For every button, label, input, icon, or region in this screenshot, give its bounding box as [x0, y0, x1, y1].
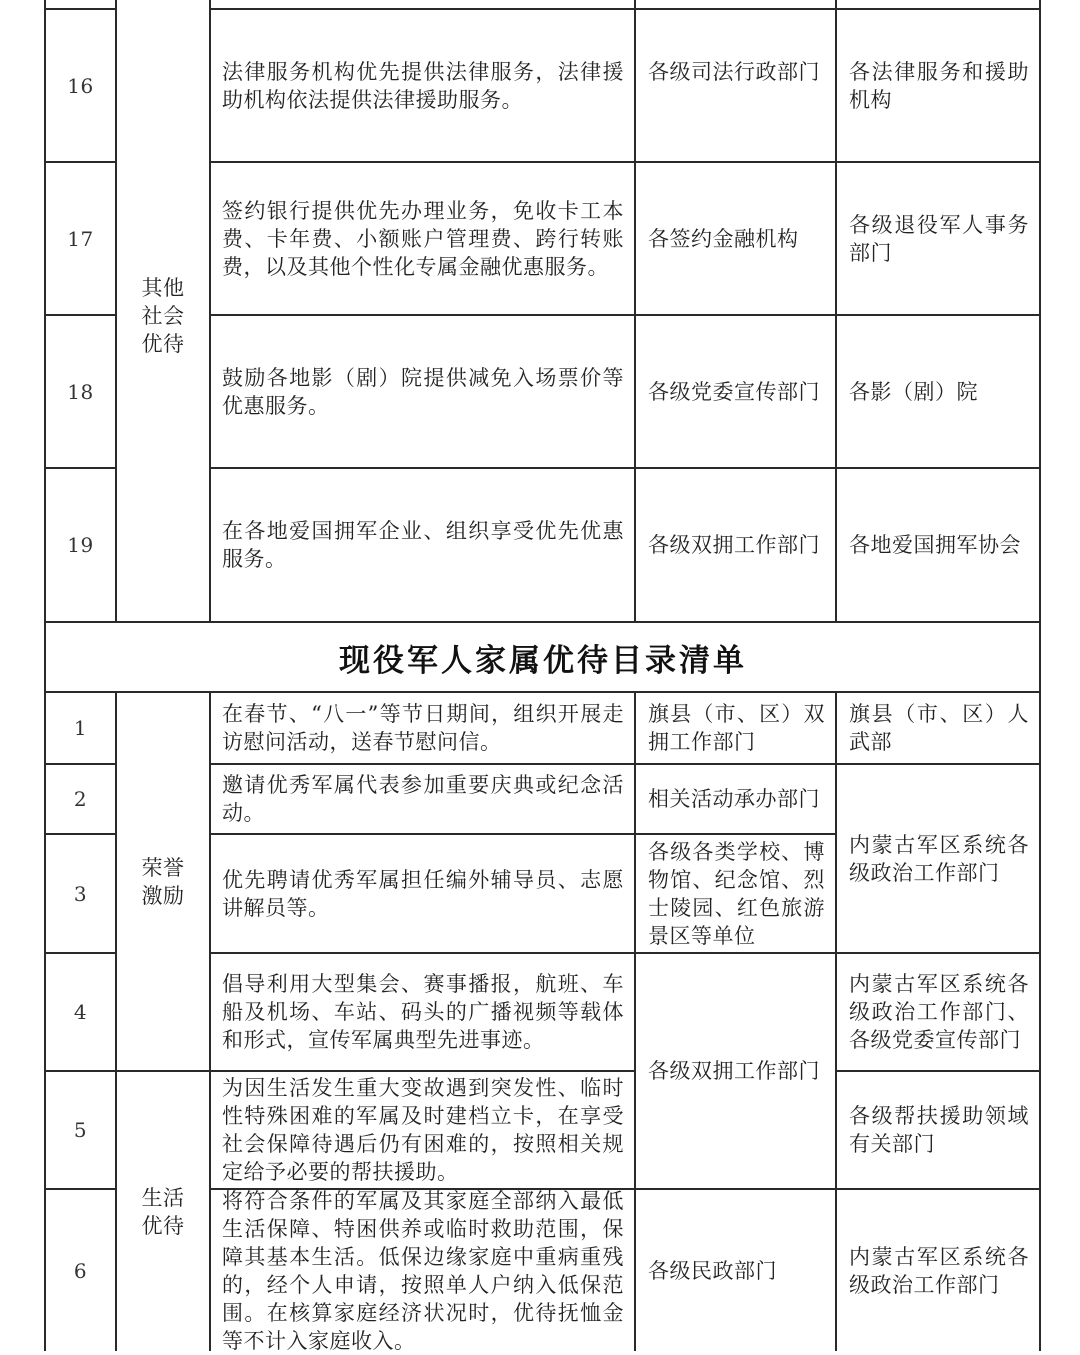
content-cell: 倡导利用大型集会、赛事播报，航班、车船及机场、车站、码头的广播视频等载体和形式，宣传军属典型先进事迹。 — [222, 972, 624, 1052]
content-cell: 将符合条件的军属及其家庭全部纳入最低生活保障、特困供养或临时救助范围，保障其基本生活。低保边缘家庭中重病重残的，经个人申请，按照单人户纳入低保范围。在核算家庭经济状况时，优待抚恤金等不计入家庭收入。 — [222, 1188, 624, 1353]
content-cell: 法律服务机构优先提供法律服务，法律援助机构依法提供法律援助服务。 — [222, 60, 624, 112]
content-cell: 为因生活发生重大变故遇到突发性、临时性特殊困难的军属及时建档立卡，在享受社会保障待遇后仍有困难的，按照相关规定给予必要的帮扶援助。 — [222, 1076, 624, 1184]
row-number: 5 — [73, 1118, 88, 1142]
row-number: 16 — [67, 73, 94, 98]
grid-line — [209, 692, 211, 1351]
content-cell: 签约银行提供优先办理业务，免收卡工本费、卡年费、小额账户管理费、跨行转账费，以及其他个性化专属金融优惠服务。 — [222, 198, 624, 279]
row-number: 3 — [73, 881, 88, 906]
lead-department-cell: 旗县（市、区）双拥工作部门 — [648, 702, 825, 754]
grid-line — [634, 0, 636, 622]
coop-department-cell: 各级帮扶援助领域有关部门 — [849, 1104, 1029, 1156]
content-cell: 在各地爱国拥军企业、组织享受优先优惠服务。 — [222, 519, 624, 571]
lead-department-cell: 相关活动承办部门 — [648, 787, 820, 811]
grid-line — [634, 692, 636, 1351]
row-number: 18 — [67, 379, 94, 404]
row-number: 4 — [73, 1000, 88, 1024]
grid-line — [115, 0, 117, 622]
category-cell: 荣誉激励 — [141, 855, 185, 908]
lead-department-cell: 各级党委宣传部门 — [648, 379, 820, 404]
row-number: 17 — [67, 226, 94, 251]
coop-department-cell: 内蒙古军区系统各级政治工作部门、各级党委宣传部门 — [849, 972, 1029, 1052]
grid-line — [835, 0, 837, 622]
coop-department-cell: 各法律服务和援助机构 — [849, 60, 1029, 112]
coop-department-cell: 各地爱国拥军协会 — [849, 533, 1021, 557]
content-cell: 邀请优秀军属代表参加重要庆典或纪念活动。 — [222, 773, 624, 825]
grid-line — [209, 0, 211, 622]
content-cell: 优先聘请优秀军属担任编外辅导员、志愿讲解员等。 — [222, 867, 624, 920]
coop-department-cell: 内蒙古军区系统各级政治工作部门 — [849, 832, 1029, 885]
category-cell: 其他社会优待 — [141, 275, 185, 356]
section-title: 现役军人家属优待目录清单 — [339, 642, 747, 679]
lead-department-cell: 各级双拥工作部门 — [648, 1059, 820, 1083]
coop-department-cell: 旗县（市、区）人武部 — [849, 702, 1029, 754]
row-number: 6 — [73, 1258, 88, 1283]
lead-department-cell: 各级双拥工作部门 — [648, 533, 820, 557]
row-number: 19 — [67, 533, 94, 557]
lead-department-cell: 各级各类学校、博物馆、纪念馆、烈士陵园、红色旅游景区等单位 — [648, 839, 825, 948]
lead-department-cell: 各签约金融机构 — [648, 226, 799, 251]
lead-department-cell: 各级民政部门 — [648, 1258, 777, 1283]
grid-line — [835, 692, 837, 1351]
coop-department-cell: 各影（剧）院 — [849, 379, 978, 404]
coop-department-cell: 各级退役军人事务部门 — [849, 212, 1029, 265]
coop-department-cell: 内蒙古军区系统各级政治工作部门 — [849, 1244, 1029, 1297]
grid-line — [115, 692, 117, 1351]
category-cell: 生活优待 — [141, 1185, 185, 1238]
row-number: 1 — [73, 716, 88, 740]
content-cell: 鼓励各地影（剧）院提供减免入场票价等优惠服务。 — [222, 365, 624, 418]
content-cell: 在春节、“八一”等节日期间，组织开展走访慰问活动，送春节慰问信。 — [222, 702, 624, 754]
lead-department-cell: 各级司法行政部门 — [648, 60, 820, 84]
row-number: 2 — [73, 787, 88, 811]
